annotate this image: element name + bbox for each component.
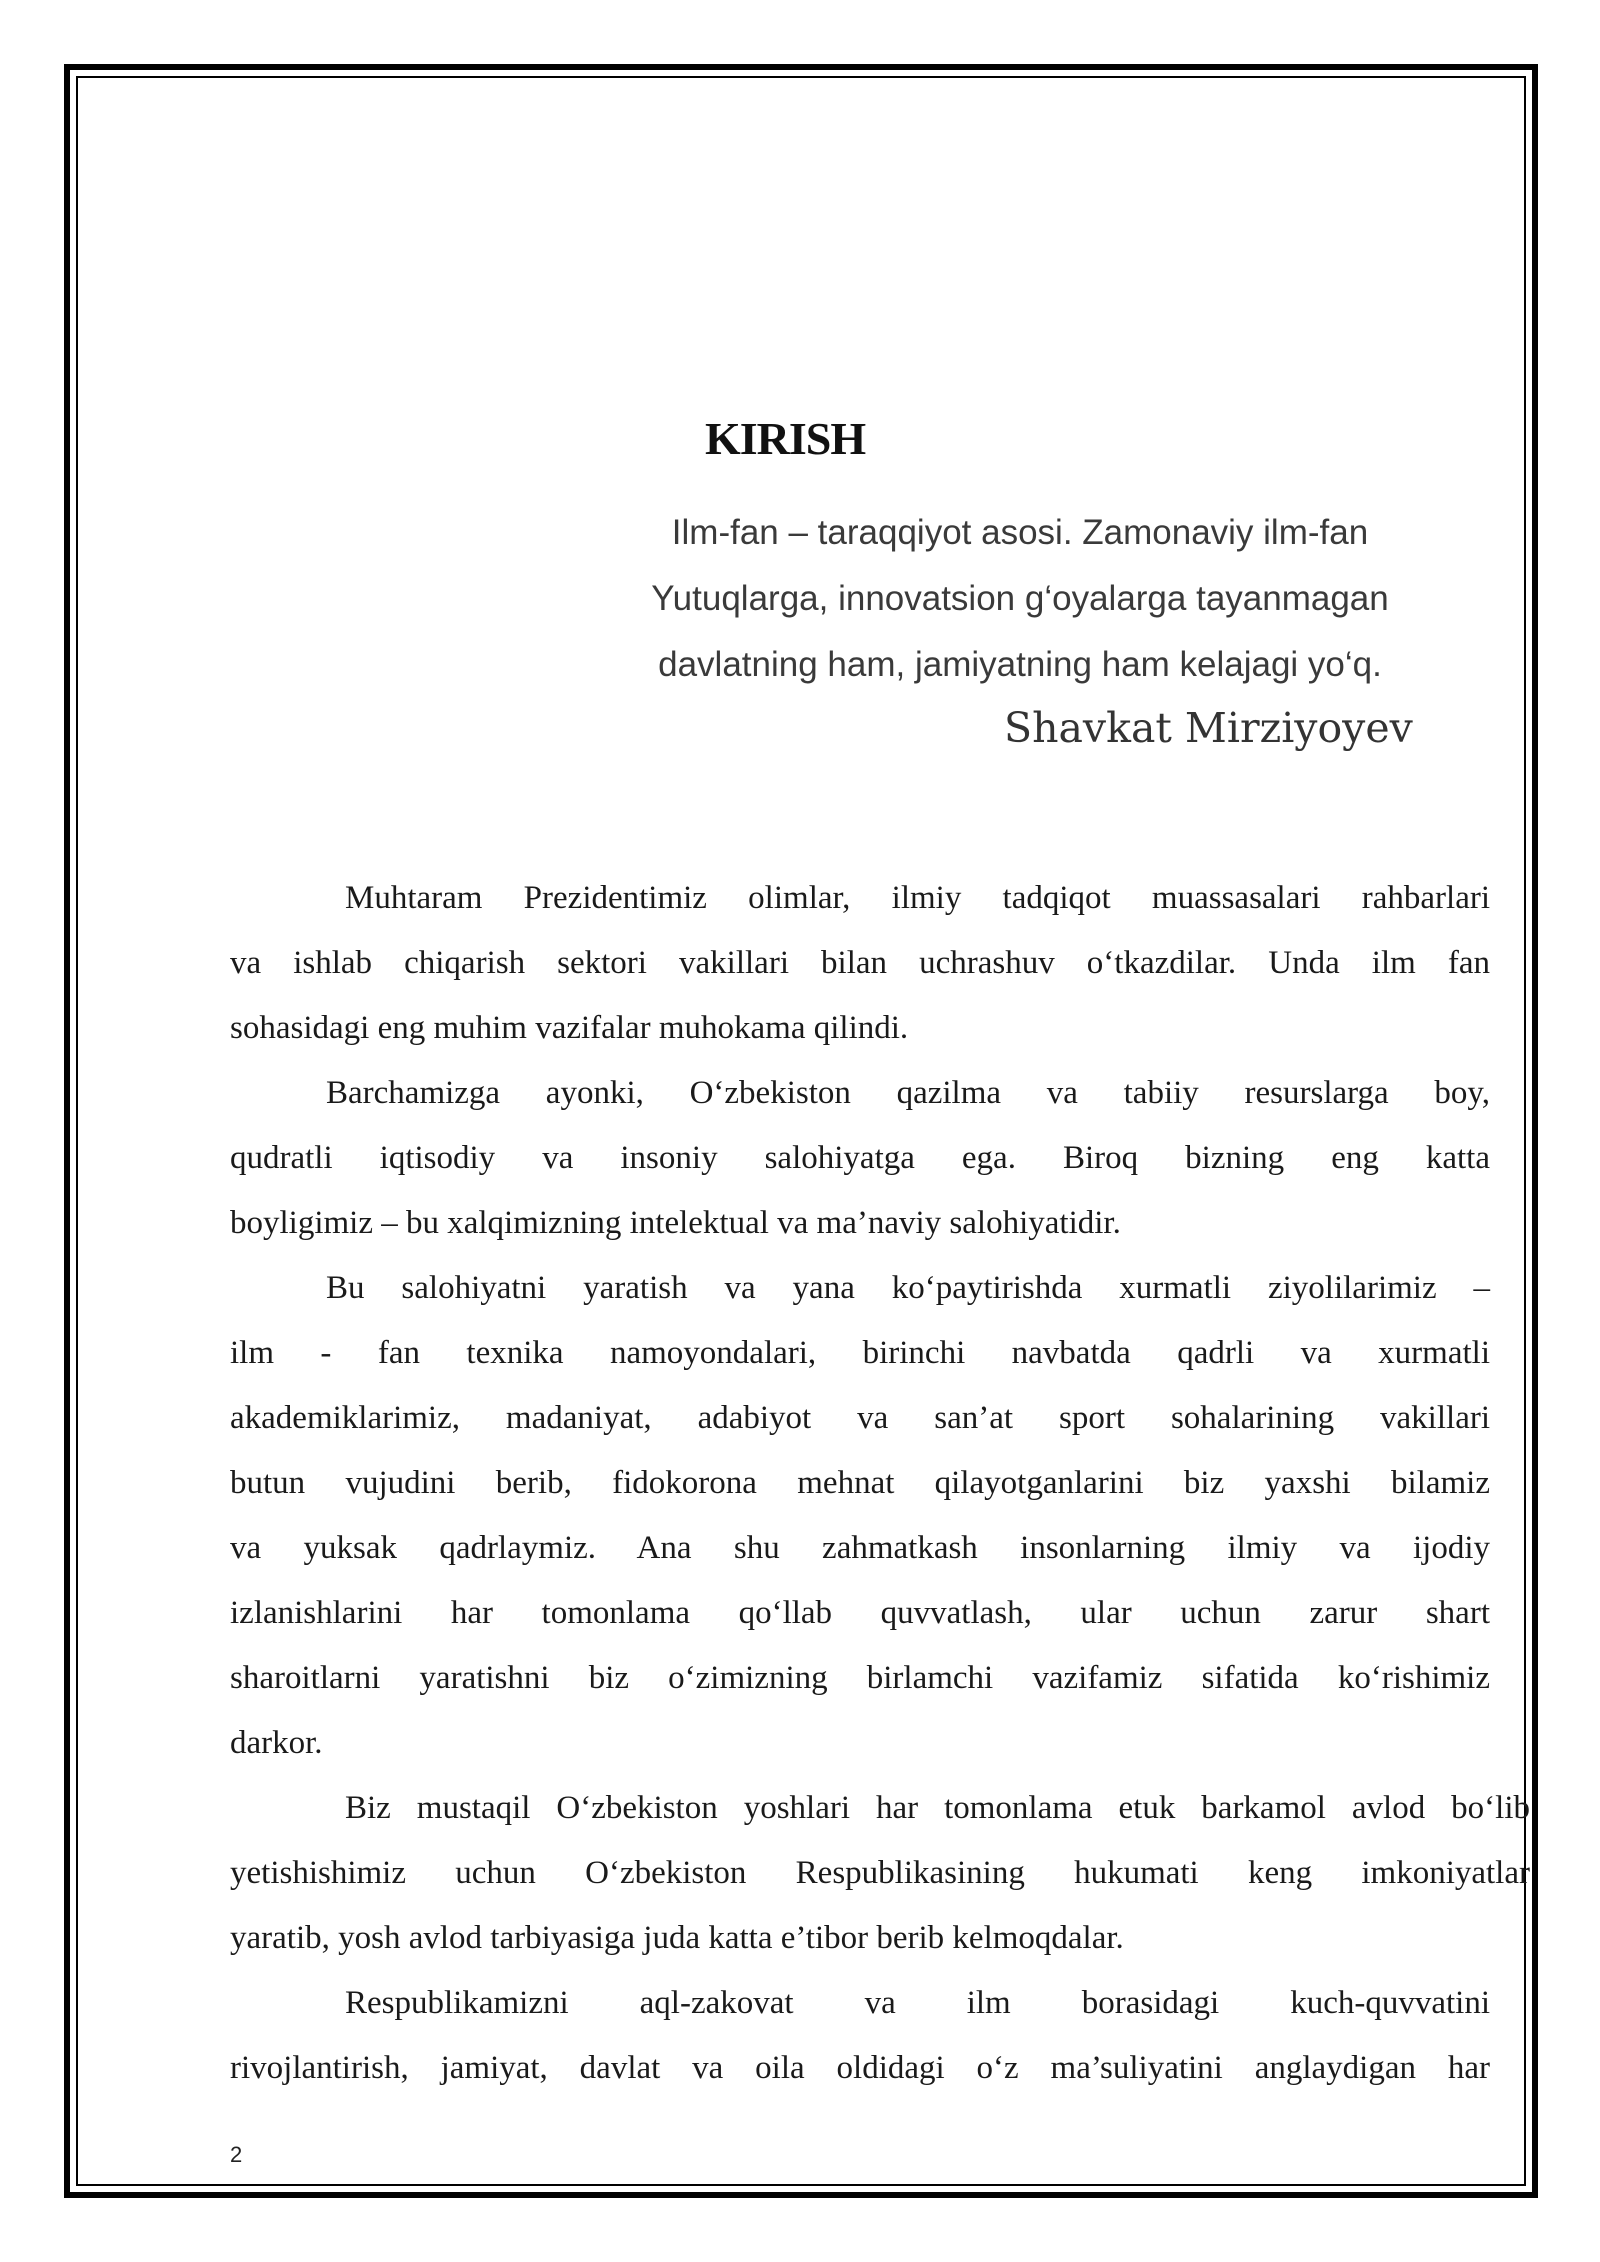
page-number: 2 xyxy=(230,2142,243,2167)
paragraph-line: va yuksak qadrlaymiz. Ana shu zahmatkash insonlarning ilmiy va ijodiy xyxy=(230,1530,1490,1566)
paragraph-line: Bu salohiyatni yaratish va yana ko‘paytirishda xurmatli ziyolilarimiz – xyxy=(326,1270,1490,1306)
paragraph-line: rivojlantirish, jamiyat, davlat va oila oldidagi o‘z ma’suliyatini anglaydigan har xyxy=(230,2050,1490,2086)
page-title: KIRISH xyxy=(705,413,866,464)
paragraph-line: yaratib, yosh avlod tarbiyasiga juda katta e’tibor berib kelmoqdalar. xyxy=(230,1920,1124,1956)
paragraph-line: Barchamizga ayonki, O‘zbekiston qazilma va tabiiy resurslarga boy, xyxy=(326,1075,1490,1111)
paragraph-line: sohasidagi eng muhim vazifalar muhokama qilindi. xyxy=(230,1010,909,1046)
paragraph-line: darkor. xyxy=(230,1725,323,1761)
paragraph-line: yetishishimiz uchun O‘zbekiston Respublikasining hukumati keng imkoniyatlar xyxy=(230,1855,1530,1891)
body-text xyxy=(230,866,1530,2101)
paragraph-line: Muhtaram Prezidentimiz olimlar, ilmiy tadqiqot muassasalari rahbarlari xyxy=(345,880,1490,916)
epigraph-line: Ilm-fan – taraqqiyot asosi. Zamonaviy ilm-fan xyxy=(671,513,1369,552)
paragraph-line: ilm - fan texnika namoyondalari, birinchi navbatda qadrli va xurmatli xyxy=(230,1335,1490,1371)
epigraph-line: davlatning ham, jamiyatning ham kelajagi yo‘q. xyxy=(658,645,1382,684)
paragraph-line: boyligimiz – bu xalqimizning intelektual va ma’naviy salohiyatidir. xyxy=(230,1205,1121,1241)
paragraph-line: sharoitlarni yaratishni biz o‘zimizning birlamchi vazifamiz sifatida ko‘rishimiz xyxy=(230,1660,1490,1696)
paragraph-line: va ishlab chiqarish sektori vakillari bilan uchrashuv o‘tkazdilar. Unda ilm fan xyxy=(230,945,1490,981)
paragraph-line: Respublikamizni aql-zakovat va ilm borasidagi kuch-quvvatini xyxy=(345,1985,1490,2021)
epigraph-line: Yutuqlarga, innovatsion g‘oyalarga tayanmagan xyxy=(651,579,1389,618)
paragraph-line: akademiklarimiz, madaniyat, adabiyot va san’at sport sohalarining vakillari xyxy=(230,1400,1490,1436)
paragraph-line: Biz mustaqil O‘zbekiston yoshlari har tomonlama etuk barkamol avlod bo‘lib xyxy=(345,1790,1530,1826)
paragraph-line: qudratli iqtisodiy va insoniy salohiyatga ega. Biroq bizning eng katta xyxy=(230,1140,1490,1176)
paragraph-line: butun vujudini berib, fidokorona mehnat qilayotganlarini biz yaxshi bilamiz xyxy=(230,1465,1490,1501)
paragraph-line: izlanishlarini har tomonlama qo‘llab quvvatlash, ular uchun zarur shart xyxy=(230,1595,1490,1631)
epigraph-author: Shavkat Mirziyoyev xyxy=(1004,704,1413,752)
epigraph xyxy=(620,500,1420,698)
